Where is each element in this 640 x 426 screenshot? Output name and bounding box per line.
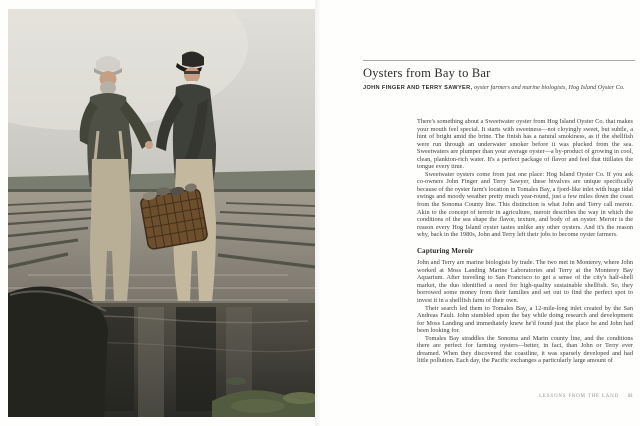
page-number: 81: [628, 394, 633, 399]
byline-names: JOHN FINGER AND TERRY SAWYER,: [363, 85, 473, 91]
byline: [363, 84, 635, 92]
paragraph: Their search led them to Tomales Bay, a 12-mile-long inlet created by the San Andreas Fault. John stumbled upon the bay while doing research and development for Moss Landing and immediately knew he'd found just the place he and John had been looking for.: [417, 304, 633, 335]
footer-chapter-label: LESSONS FROM THE LAND: [539, 394, 619, 399]
face-right: [184, 67, 200, 83]
chapter-title: Oysters from Bay to Bar: [363, 66, 491, 80]
right-page: [320, 0, 640, 426]
smile: [188, 81, 196, 83]
paragraph: There's something about a Sweetwater oyster from Hog Island Oyster Co. that makes your mouth feel special. It starts with sweetness—not cloyingly sweet, but subtle, a hint of bright amid the brine. The finish has a natural smokiness, as if the shellfish were run through an underwater smoker before it was plucked from the sea. Sweetwaters are plumper than your average oyster—a by-product of growing in cool, clean, plankton-rich water. It's a perfect package of flavor and feel that titillates the tongue every time.: [417, 118, 633, 171]
sunglasses: [184, 71, 200, 74]
paragraph: Tomales Bay straddles the Sonoma and Marin county line, and the conditions there are perfect for farming oysters—better, in fact, than John or Terry ever dreamed. When they discovered the coastline, it was sparsely developed and had little pollution. Each day, the Pacific exchanges a particularly large amount of: [417, 334, 633, 365]
floating-tub: [8, 286, 108, 417]
chapter-header: [363, 60, 635, 92]
gray-beard: [100, 81, 116, 95]
left-page: [8, 9, 315, 417]
paragraph: Sweetwater oysters come from just one place: Hog Island Oyster Co. If you ask co-owners John Finger and Terry Sawyer, these bivalves are unique specifically because of the oyster farm's location in Tomales Bay, a fjord-like inlet with huge tidal swings and moody weather pretty much year-round, just a few miles down the coast from the Sonoma County line. This distinction is what John and Terry call meroir. Akin to the concept of terroir in agriculture, meroir describes the way in which the conditions of the sea shape the flavor, texture, and body of an oyster. Meroir is the reason every Hog Island oyster tastes unlike any other oysters. And it's the reason why, back in the 1980s, John and Terry left their jobs to become oyster farmers.: [417, 170, 633, 239]
chapter-rule: [363, 60, 635, 61]
hand: [145, 141, 153, 149]
paragraph: John and Terry are marine biologists by trade. The two met in Monterey, where John worked at Moss Landing Marine Laboratories and Terry at the Monterey Bay Aquarium. After traveling to San Francisco to get a sense of the city's half-shell market, the duo identified a need for high-quality sustainable shellfish. So, they borrowed some money from their families and set out to find the perfect spot to invest it in a shellfish farm of their own.: [417, 259, 633, 305]
byline-role: oyster farmers and marine biologists, Hog Island Oyster Co.: [472, 84, 625, 91]
section-heading: Capturing Meroir: [417, 247, 474, 255]
body-text: [417, 118, 633, 365]
running-footer: [417, 394, 633, 399]
photo-oyster-farmers: [8, 9, 315, 417]
